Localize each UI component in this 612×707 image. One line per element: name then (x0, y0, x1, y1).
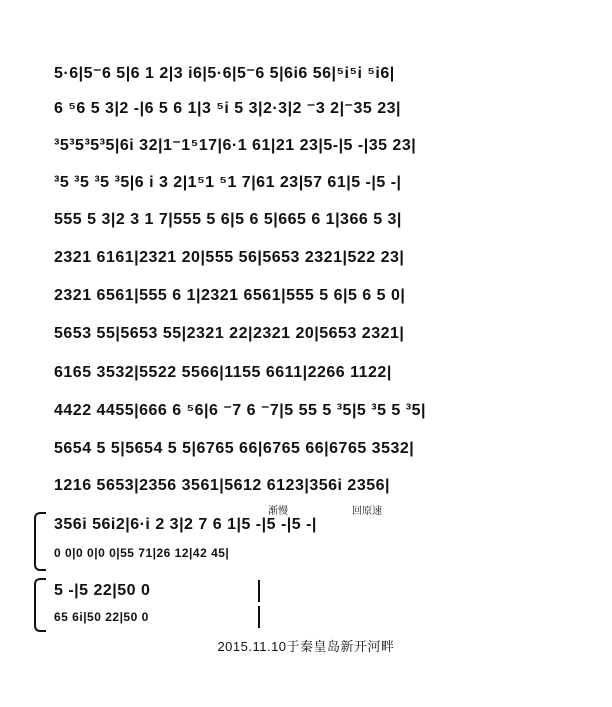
system1-bottom-row (52, 542, 562, 564)
notation-row (52, 400, 562, 422)
notation-row (52, 362, 562, 384)
system-brace-1 (34, 512, 46, 571)
notation-text: 4422 4455|666 6 ⁵6|6 ⁻7 6 ⁻7|5 55 5 ³5|5 ³5 5 ³5| (54, 402, 426, 419)
notation-text: 2321 6161|2321 20|555 56|5653 2321|522 23| (54, 249, 405, 266)
final-barline (258, 580, 260, 602)
notation-row (52, 475, 562, 497)
notation-row (52, 135, 562, 157)
final-barline-bottom (258, 606, 260, 628)
system1-top-text: 356i 56i2|6·i 2 3|2 7 6 1|5 -|5 -|5 -| (54, 516, 317, 533)
composition-footer: 2015.11.10于秦皇岛新开河畔 (217, 639, 395, 654)
notation-row (52, 438, 562, 460)
notation-row (52, 98, 562, 120)
tempo-annotation-a-tempo: 回原速 (352, 506, 382, 517)
notation-row (52, 247, 562, 269)
system1-top-row (52, 514, 562, 536)
notation-text: 2321 6561|555 6 1|2321 6561|555 5 6|5 6 5 0| (54, 287, 406, 304)
notation-text: 5654 5 5|5654 5 5|6765 66|6765 66|6765 3532| (54, 440, 415, 457)
notation-row (52, 172, 562, 194)
system-brace-2 (34, 578, 46, 632)
notation-text: 6165 3532|5522 5566|1155 6611|2266 1122| (54, 364, 392, 381)
notation-text: 5653 55|5653 55|2321 22|2321 20|5653 2321| (54, 325, 405, 342)
notation-row (52, 323, 562, 345)
notation-text: 5·6|5⁻6 5|6 1 2|3 i6|5·6|5⁻6 5|6i6 56|⁵i⁵i ⁵i6| (54, 65, 395, 82)
tempo-annotation-ritardando: 渐慢 (268, 506, 288, 517)
system1-bottom-text: 0 0|0 0|0 0|55 71|26 12|42 45| (54, 546, 230, 560)
system2-top-text: 5 -|5 22|50 0 (54, 582, 151, 599)
notation-row (52, 63, 562, 85)
system2-top-row (52, 580, 562, 602)
system2-bottom-text: 65 6i|50 22|50 0 (54, 610, 149, 624)
notation-text: ³5 ³5 ³5 ³5|6 i 3 2|1⁵1 ⁵1 7|61 23|57 61|5 -|5 -| (54, 174, 402, 191)
notation-row (52, 209, 562, 231)
notation-text: ³5³5³5³5|6i 32|1⁻1⁵17|6·1 61|21 23|5-|5 -|35 23| (54, 137, 417, 154)
notation-text: 1216 5653|2356 3561|5612 6123|356i 2356| (54, 477, 390, 494)
notation-text: 6 ⁵6 5 3|2 -|6 5 6 1|3 ⁵i 5 3|2·3|2 ⁻3 2|⁻35 23| (54, 100, 402, 117)
notation-row (52, 285, 562, 307)
system2-bottom-row (52, 606, 562, 628)
notation-text: 555 5 3|2 3 1 7|555 5 6|5 6 5|665 6 1|366 5 3| (54, 211, 402, 228)
